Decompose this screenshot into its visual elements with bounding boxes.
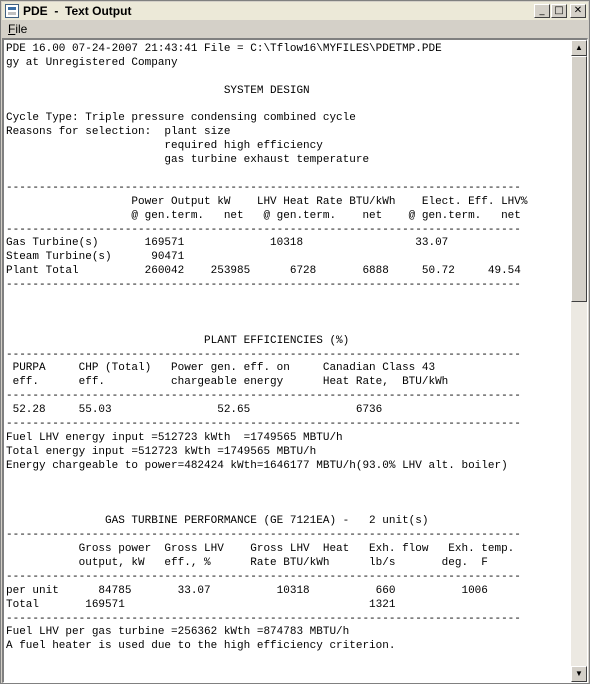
text-line: PURPA CHP (Total) Power gen. eff. on Canadian Class 43 bbox=[6, 362, 436, 375]
text-line: ------------------------------------------------------------------------------ bbox=[6, 279, 521, 292]
text-line bbox=[6, 71, 570, 85]
text-line: required high efficiency bbox=[6, 140, 323, 153]
text-line: ------------------------------------------------------------------------------ bbox=[6, 223, 521, 236]
text-line: Plant Total 260042 253985 6728 6888 50.72 49.54 bbox=[6, 265, 521, 278]
text-output-area[interactable] bbox=[6, 43, 570, 683]
menu-file-label: ile bbox=[15, 22, 28, 36]
text-line: ------------------------------------------------------------------------------ bbox=[6, 570, 521, 583]
text-line: output, kW eff., % Rate BTU/kWh lb/s deg. F bbox=[6, 556, 488, 569]
close-button[interactable]: ✕ bbox=[570, 4, 586, 18]
text-line bbox=[6, 488, 570, 502]
scroll-thumb[interactable] bbox=[571, 56, 587, 302]
text-line: Energy chargeable to power=482424 kWth=1646177 MBTU/h(93.0% LHV alt. boiler) bbox=[6, 459, 508, 472]
scroll-up-icon[interactable]: ▲ bbox=[571, 40, 587, 56]
text-line: Power Output kW LHV Heat Rate BTU/kWh Elect. Eff. LHV% bbox=[6, 195, 528, 208]
text-line: Total 169571 1321 bbox=[6, 598, 396, 611]
text-line bbox=[6, 99, 570, 113]
text-line: ------------------------------------------------------------------------------ bbox=[6, 612, 521, 625]
app-icon[interactable] bbox=[5, 4, 19, 18]
text-line: SYSTEM DESIGN bbox=[6, 84, 310, 97]
text-line: eff. eff. chargeable energy Heat Rate, BTU/kWh bbox=[6, 376, 449, 389]
text-line: Gas Turbine(s) 169571 10318 33.07 bbox=[6, 237, 449, 250]
text-line: ------------------------------------------------------------------------------ bbox=[6, 529, 521, 542]
text-output-panel[interactable] bbox=[2, 38, 588, 683]
text-line: gy at Unregistered Company bbox=[6, 56, 178, 69]
text-line: Total energy input =512723 kWth =1749565 MBTU/h bbox=[6, 445, 317, 458]
title-bar[interactable] bbox=[2, 2, 588, 20]
scroll-down-icon[interactable]: ▼ bbox=[571, 666, 587, 682]
window-title: PDE - Text Output bbox=[23, 4, 132, 18]
text-line: PLANT EFFICIENCIES (%) bbox=[6, 334, 350, 347]
text-line: @ gen.term. net @ gen.term. net @ gen.term. net bbox=[6, 209, 521, 222]
text-line bbox=[6, 501, 570, 515]
menu-bar bbox=[2, 20, 588, 38]
text-line bbox=[6, 321, 570, 335]
text-line: Gross power Gross LHV Gross LHV Heat Exh. flow Exh. temp. bbox=[6, 543, 515, 556]
text-line: Steam Turbine(s) 90471 bbox=[6, 251, 185, 264]
text-line: ------------------------------------------------------------------------------ bbox=[6, 181, 521, 194]
text-line bbox=[6, 293, 570, 307]
text-line: 52.28 55.03 52.65 6736 bbox=[6, 404, 383, 417]
text-line: Cycle Type: Triple pressure condensing combined cycle bbox=[6, 112, 356, 125]
text-line: Fuel LHV energy input =512723 kWth =1749565 MBTU/h bbox=[6, 431, 343, 444]
text-line: ------------------------------------------------------------------------------ bbox=[6, 418, 521, 431]
text-line: Fuel LHV per gas turbine =256362 kWth =874783 MBTU/h bbox=[6, 626, 350, 639]
menu-file[interactable] bbox=[8, 22, 27, 36]
text-line: A fuel heater is used due to the high efficiency criterion. bbox=[6, 640, 396, 653]
text-line bbox=[6, 168, 570, 182]
minimize-button[interactable]: _ bbox=[534, 4, 550, 18]
menu-file-accelerator: F bbox=[8, 22, 16, 36]
text-line: ------------------------------------------------------------------------------ bbox=[6, 390, 521, 403]
text-line bbox=[6, 307, 570, 321]
text-line: PDE 16.00 07-24-2007 21:43:41 File = C:\Tflow16\MYFILES\PDETMP.PDE bbox=[6, 43, 442, 55]
text-line: GAS TURBINE PERFORMANCE (GE 7121EA) - 2 unit(s) bbox=[6, 515, 429, 528]
text-line: gas turbine exhaust temperature bbox=[6, 154, 370, 167]
text-line: per unit 84785 33.07 10318 660 1006 bbox=[6, 584, 488, 597]
text-line bbox=[6, 474, 570, 488]
text-line: Reasons for selection: plant size bbox=[6, 126, 231, 139]
maximize-button[interactable]: □ bbox=[551, 4, 567, 18]
vertical-scrollbar[interactable] bbox=[571, 40, 587, 682]
text-line: ------------------------------------------------------------------------------ bbox=[6, 348, 521, 361]
